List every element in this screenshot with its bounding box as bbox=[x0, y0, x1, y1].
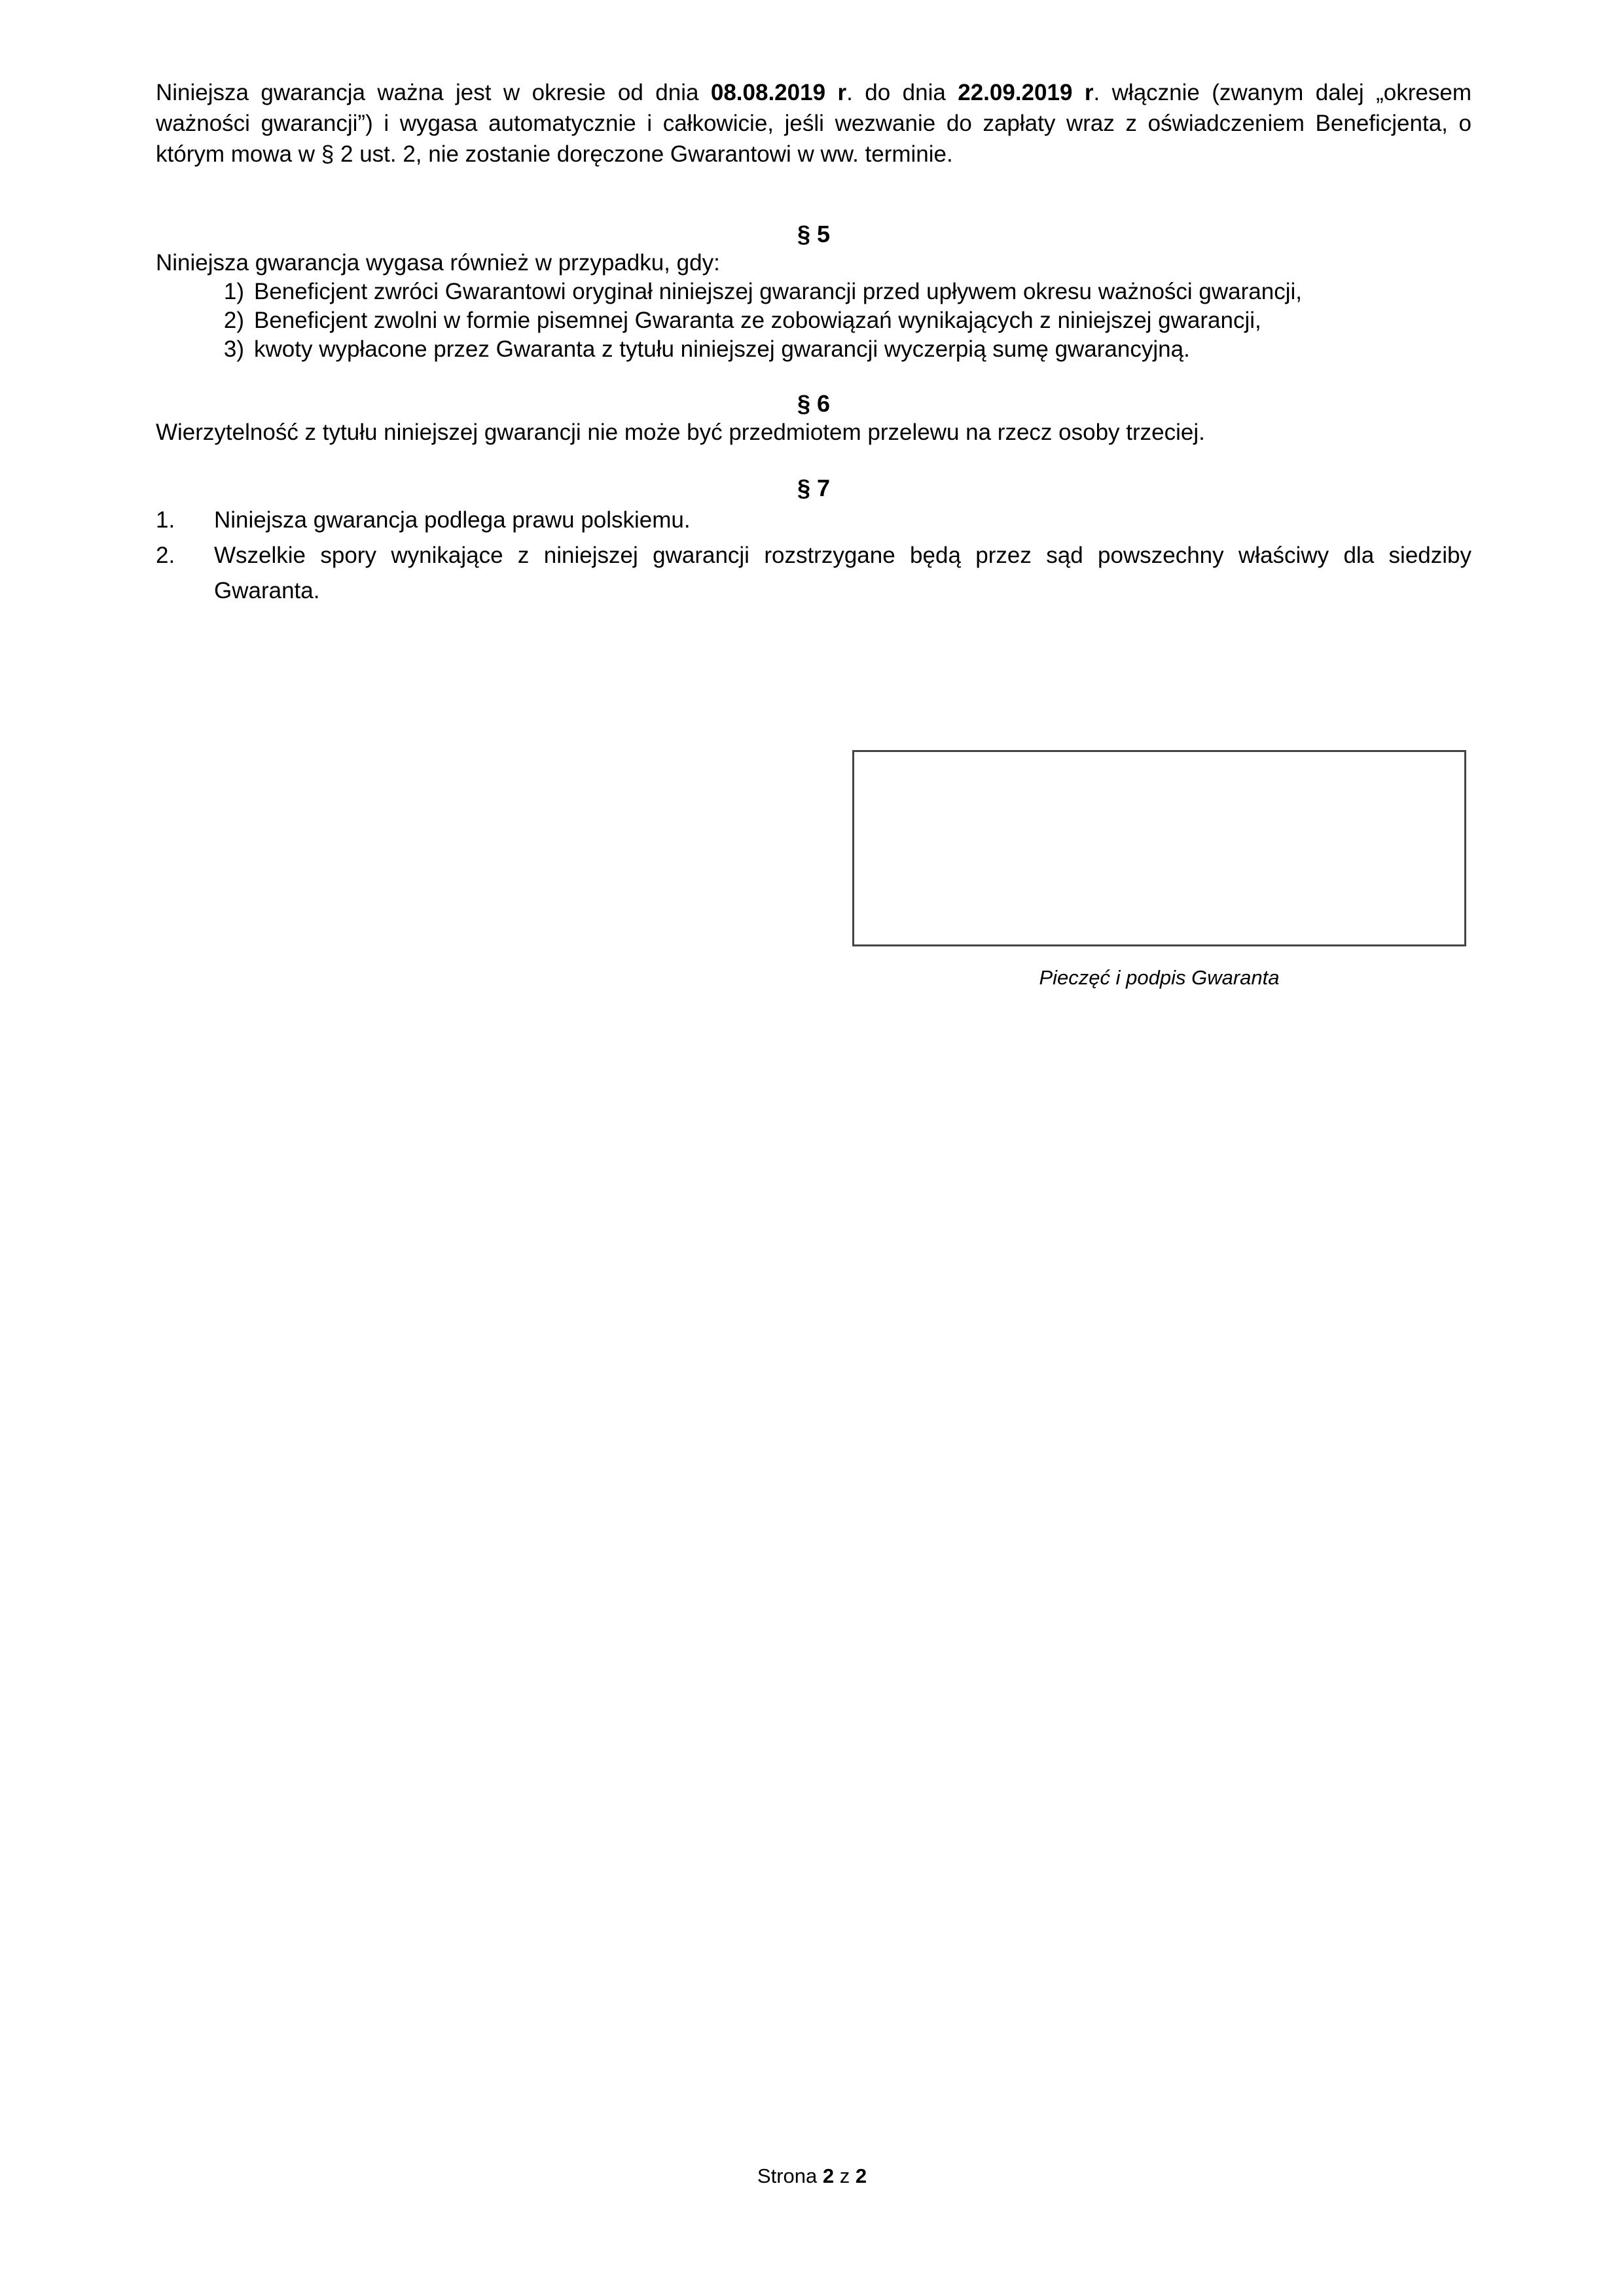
date-from: 08.08.2019 r bbox=[710, 80, 847, 105]
list-item-number: 2) bbox=[223, 308, 244, 333]
section-7-list bbox=[156, 503, 1471, 609]
footer-total-pages: 2 bbox=[855, 2164, 867, 2187]
stamp-signature-box bbox=[852, 750, 1466, 946]
stamp-caption: Pieczęć i podpis Gwaranta bbox=[1039, 966, 1280, 989]
section-6-heading: § 6 bbox=[797, 390, 831, 417]
list-item-number: 1) bbox=[223, 279, 244, 304]
list-item-text: Beneficjent zwróci Gwarantowi oryginał niniejszej gwarancji przed upływem okresu ważności gwarancji, bbox=[254, 279, 1302, 304]
list-item bbox=[156, 503, 1471, 538]
list-item-text: Wszelkie spory wynikające z niniejszej gwarancji rozstrzygane będą przez sąd powszechny właściwy dla siedziby Gwaranta. bbox=[214, 543, 1471, 603]
footer-separator: z bbox=[834, 2164, 856, 2187]
date-to: 22.09.2019 r bbox=[958, 80, 1094, 105]
section-5-lead: Niniejsza gwarancja wygasa również w przypadku, gdy: bbox=[156, 250, 720, 276]
validity-text-part-1: Niniejsza gwarancja ważna jest w okresie od dnia bbox=[156, 80, 711, 105]
validity-text-part-2: . do dnia bbox=[846, 80, 958, 105]
list-item bbox=[156, 306, 1471, 335]
footer-page-number: 2 bbox=[822, 2164, 835, 2187]
validity-paragraph bbox=[156, 77, 1471, 170]
page-footer bbox=[0, 2163, 1624, 2189]
validity-text-part-3: . włącznie (zwanym dalej „okresem ważności gwarancji”) i wygasa automatycznie i całkowicie, jeśli wezwanie do zapłaty wraz z oświadczeniem Beneficjenta, o którym mowa w § 2 ust. 2, nie zostanie doręczone Gwarantowi w ww. terminie. bbox=[156, 80, 1472, 167]
section-5-list bbox=[156, 278, 1471, 364]
list-item-text: Beneficjent zwolni w formie pisemnej Gwaranta ze zobowiązań wynikających z niniejszej gwarancji, bbox=[254, 308, 1261, 333]
list-item-text: Niniejsza gwarancja podlega prawu polskiemu. bbox=[214, 507, 691, 533]
list-item-number: 2. bbox=[156, 543, 175, 568]
footer-prefix: Strona bbox=[757, 2164, 823, 2187]
validity-text bbox=[156, 77, 1471, 170]
section-5-heading: § 5 bbox=[797, 221, 831, 247]
list-item bbox=[156, 335, 1471, 364]
list-item-number: 3) bbox=[223, 336, 244, 362]
section-7-heading: § 7 bbox=[797, 475, 831, 501]
list-item-number: 1. bbox=[156, 507, 175, 533]
section-6-text: Wierzytelność z tytułu niniejszej gwarancji nie może być przedmiotem przelewu na rzecz osoby trzeciej. bbox=[156, 420, 1205, 445]
list-item bbox=[156, 278, 1471, 306]
list-item-text: kwoty wypłacone przez Gwaranta z tytułu niniejszej gwarancji wyczerpią sumę gwarancyjną. bbox=[254, 336, 1190, 362]
list-item bbox=[156, 538, 1471, 609]
